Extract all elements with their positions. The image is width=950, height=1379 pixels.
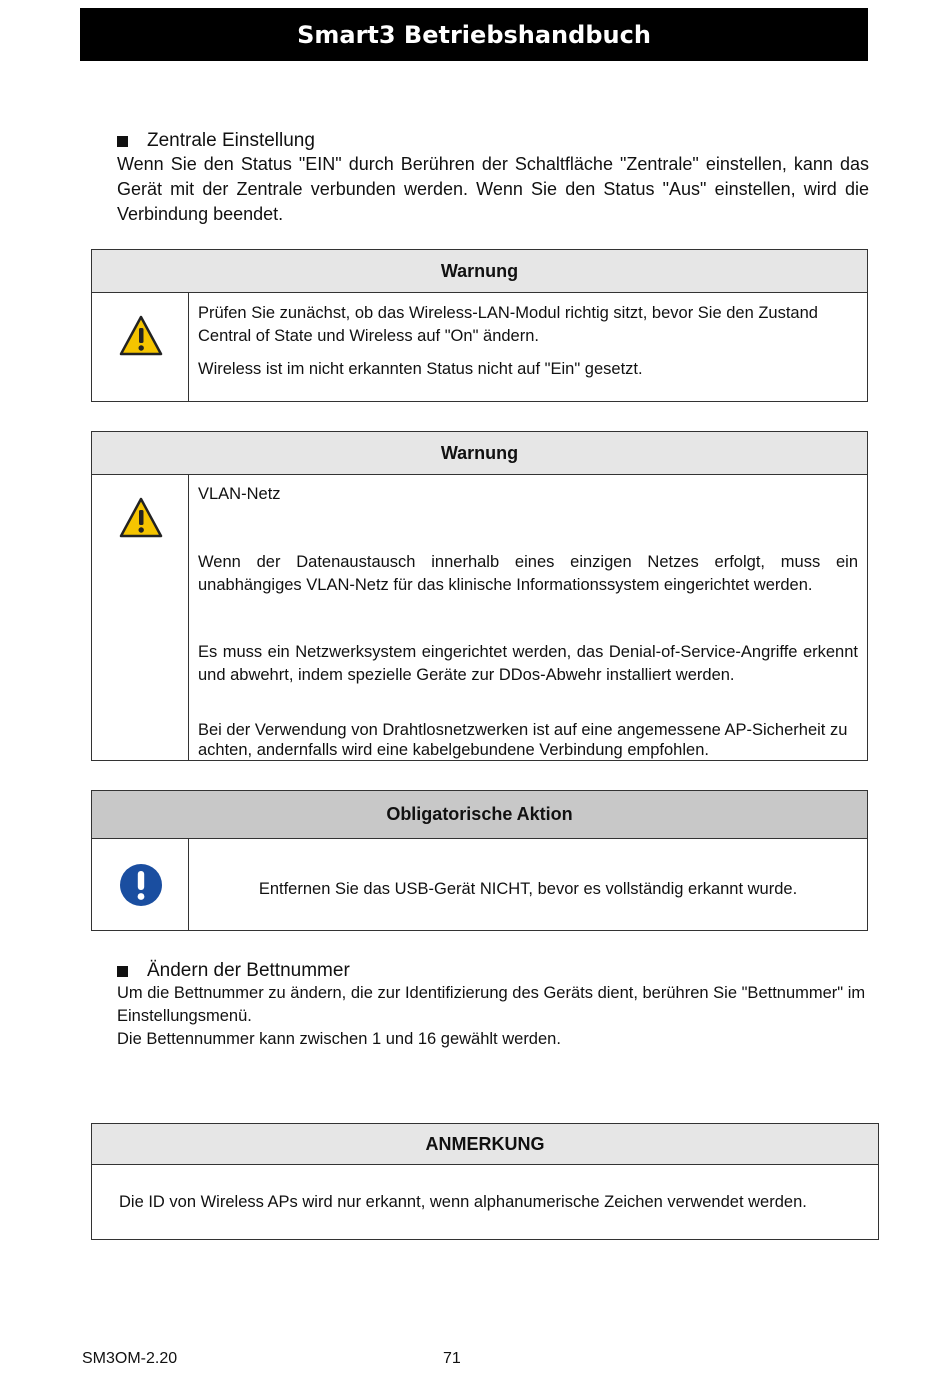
section-heading-text: Ändern der Bettnummer [147, 960, 350, 981]
warning-box-title: Warnung [92, 432, 867, 475]
mandatory-action-box [91, 790, 868, 931]
warning-icon-cell [92, 293, 189, 402]
warning-text: VLAN-Netz [198, 485, 281, 503]
square-bullet-icon [117, 136, 128, 147]
mandatory-action-text: Entfernen Sie das USB-Gerät NICHT, bevor es vollständig erkannt wurde. [258, 879, 798, 898]
warning-box-title: Warnung [92, 250, 867, 293]
section-body-line: Um die Bettnummer zu ändern, die zur Identifizierung des Geräts dient, berühren Sie "Bettnummer" im Einstellungsmenü. [117, 984, 866, 1025]
note-box-title: ANMERKUNG [92, 1124, 878, 1165]
warning-box-wlan [91, 249, 868, 402]
warning-box-vlan [91, 431, 868, 761]
mandatory-action-title: Obligatorische Aktion [92, 791, 867, 839]
warning-text: Wireless ist im nicht erkannten Status nicht auf "Ein" gesetzt. [198, 360, 643, 378]
note-box [91, 1123, 879, 1240]
warning-triangle-icon [119, 497, 163, 539]
warning-text: Wenn der Datenaustausch innerhalb eines einzigen Netzes erfolgt, muss ein unabhängiges VLAN-Netz für das klinische Informationssystem eingerichtet werden. [198, 553, 858, 594]
mandatory-icon-cell [92, 839, 189, 931]
warning-triangle-icon [119, 315, 163, 357]
page-title: Smart3 Betriebshandbuch [297, 20, 651, 49]
page-header [80, 8, 868, 61]
section-heading-zentrale [117, 130, 315, 152]
section-heading-text: Zentrale Einstellung [147, 130, 315, 151]
section-body-zentrale: Wenn Sie den Status "EIN" durch Berühren der Schaltfläche "Zentrale" einstellen, kann das Gerät mit der Zentrale verbunden werden. Wenn Sie den Status "Aus" einstellen, wird die Verbindung beendet. [117, 154, 869, 224]
footer-doc-id: SM3OM-2.20 [82, 1350, 178, 1367]
warning-text: Es muss ein Netzwerksystem eingerichtet werden, das Denial-of-Service-Angriffe erkennt und abwehrt, indem spezielle Geräte zur DDos-Abwehr installiert werden. [198, 643, 858, 684]
warning-text: Bei der Verwendung von Drahtlosnetzwerken ist auf eine angemessene AP-Sicherheit zu achten, andernfalls wird eine kabelgebundene Verbindung empfohlen. [198, 721, 848, 759]
section-heading-bettnummer [117, 960, 350, 982]
square-bullet-icon [117, 966, 128, 977]
section-body-bettnummer [117, 982, 869, 1051]
section-body-line: Die Bettennummer kann zwischen 1 und 16 gewählt werden. [117, 1030, 561, 1048]
warning-icon-cell [92, 475, 189, 761]
footer-page-number: 71 [443, 1350, 461, 1367]
warning-text: Prüfen Sie zunächst, ob das Wireless-LAN-Modul richtig sitzt, bevor Sie den Zustand Central of State und Wireless auf "On" ändern. [198, 304, 818, 345]
exclamation-circle-icon [119, 863, 163, 907]
note-text: Die ID von Wireless APs wird nur erkannt, wenn alphanumerische Zeichen verwendet werden. [119, 1193, 807, 1211]
